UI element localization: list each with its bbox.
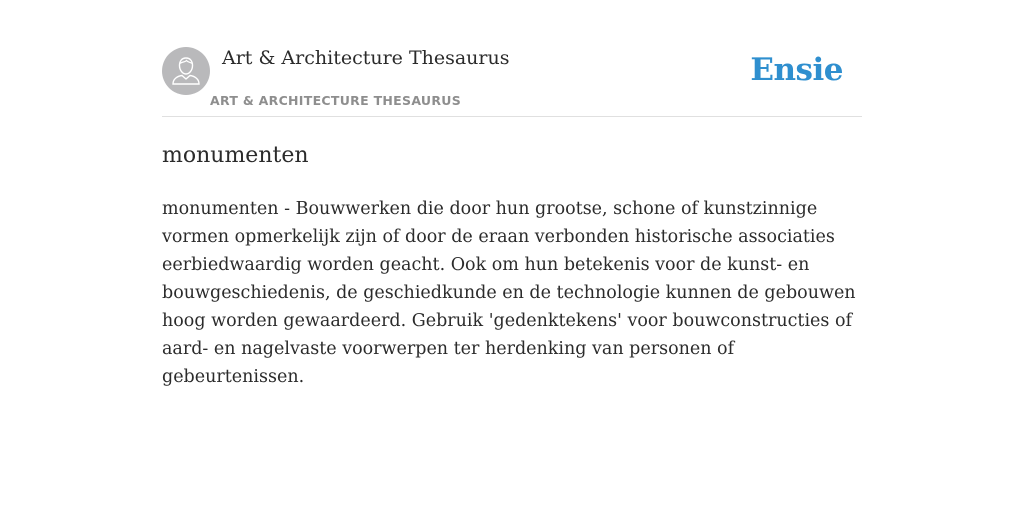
page-container [162, 46, 862, 391]
brand-logo[interactable]: Ensie [750, 52, 843, 88]
avatar[interactable] [162, 47, 210, 95]
entry-term: monumenten [162, 143, 309, 168]
source-title[interactable]: Art & Architecture Thesaurus [222, 47, 510, 69]
source-subtitle: ART & ARCHITECTURE THESAURUS [210, 93, 462, 108]
entry-definition: monumenten - Bouwwerken die door hun grootse, schone of kunstzinnige vormen opmerkelijk zijn of door de eraan verbonden historische associaties eerbiedwaardig worden geacht. Ook om hun betekenis voor de kunst- en bouwgeschiedenis, de geschiedkunde en de technologie kunnen de gebouwen hoog worden gewaardeerd. Gebruik 'gedenktekens' voor bouwconstructies of aard- en nagelvaste voorwerpen ter herdenking van personen of gebeurtenissen. [162, 199, 856, 387]
user-outline-icon [162, 47, 210, 95]
source-header [162, 46, 862, 117]
